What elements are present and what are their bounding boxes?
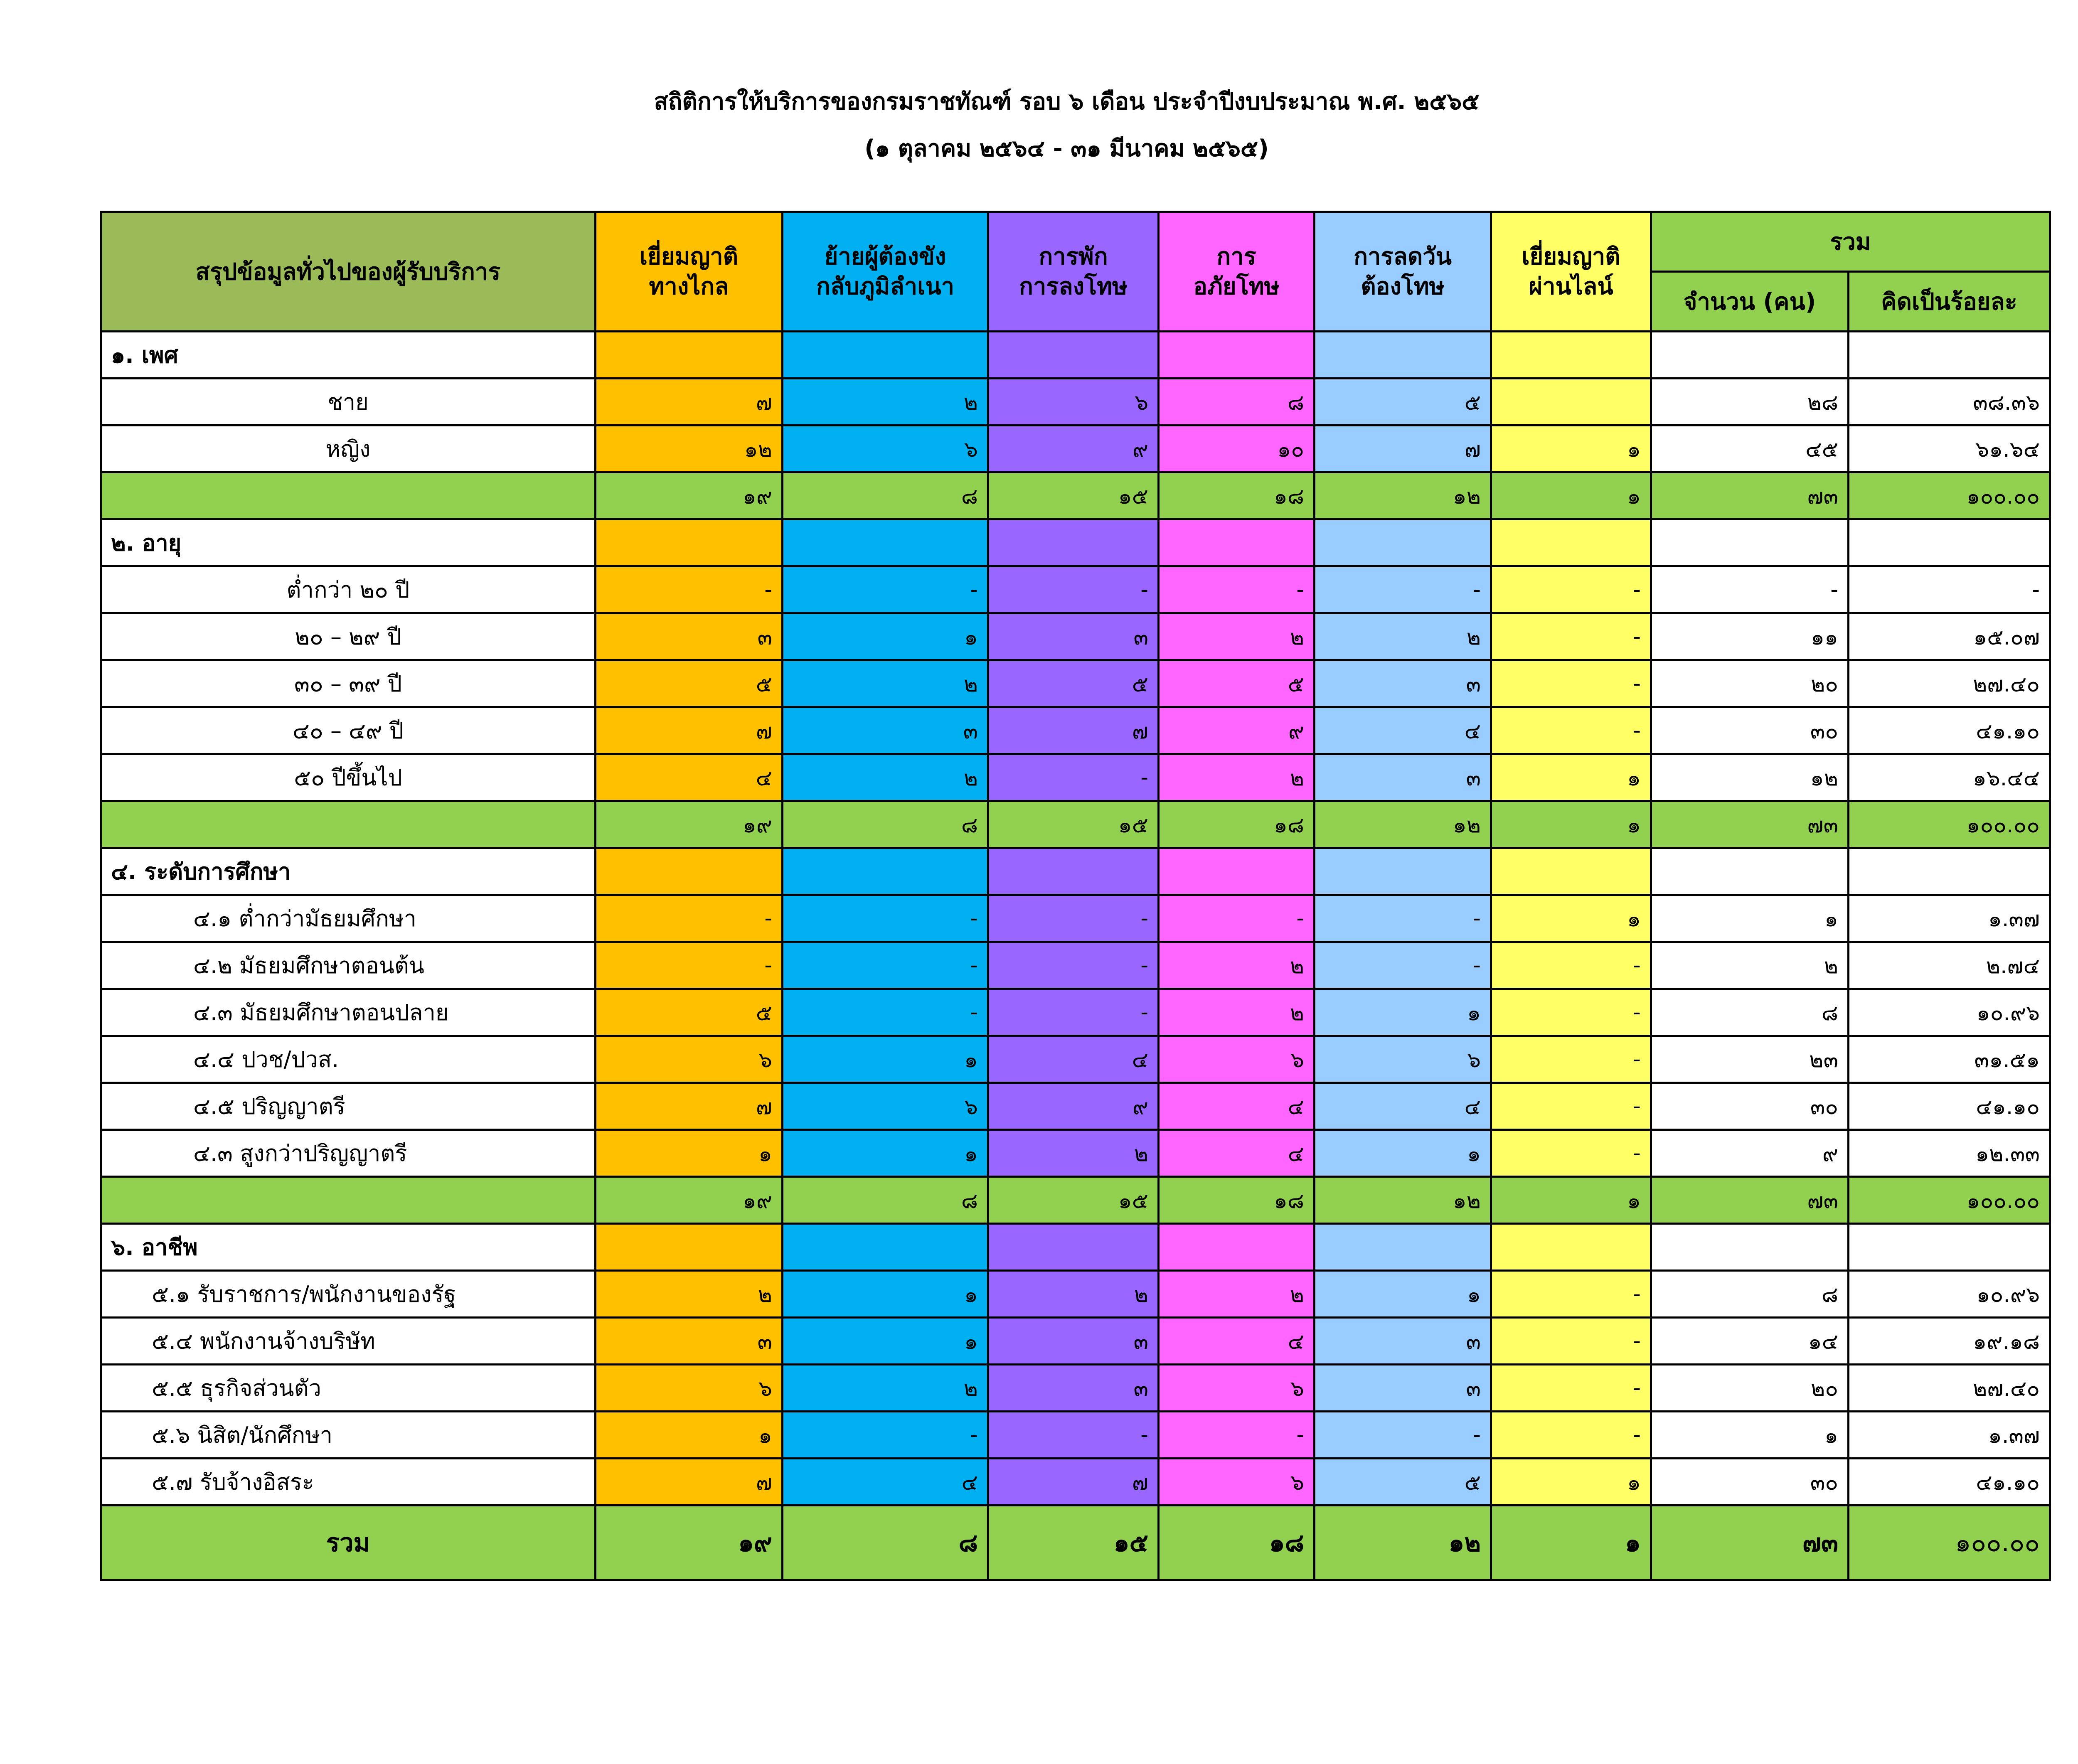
cell-line-visit: ๑ (1491, 426, 1651, 472)
row-label: ๕.๔ พนักงานจ้างบริษัท (101, 1318, 596, 1365)
cell-total-count: ๒๐ (1651, 660, 1849, 707)
cell-reduce: ๓ (1315, 1365, 1491, 1412)
section-title: ๖. อาชีพ (101, 1224, 596, 1271)
header-suspend (988, 212, 1159, 332)
empty-cell-total-percent (1849, 1224, 2050, 1271)
cell-line-visit: ๑ (1491, 1459, 1651, 1506)
subtotal-label-empty (101, 801, 596, 848)
cell-total-percent: ๒๗.๔๐ (1849, 660, 2050, 707)
row-label: หญิง (101, 426, 596, 472)
cell-transfer: ๑ (783, 1036, 988, 1083)
empty-cell-suspend (988, 848, 1159, 895)
cell-transfer: ๖ (783, 1083, 988, 1130)
cell-transfer: - (783, 989, 988, 1036)
row-label: ๒๐ – ๒๙ ปี (101, 613, 596, 660)
cell-suspend: ๗ (988, 1459, 1159, 1506)
cell-pardon: ๕ (1159, 660, 1315, 707)
row-label: ๕๐ ปีขึ้นไป (101, 754, 596, 801)
table-row (101, 566, 2050, 613)
cell-line-visit: - (1491, 942, 1651, 989)
empty-cell-suspend (988, 519, 1159, 566)
row-label: ๔.๓ มัธยมศึกษาตอนปลาย (101, 989, 596, 1036)
subtotal-row (101, 472, 2050, 519)
cell-line-visit: - (1491, 989, 1651, 1036)
cell-transfer: ๑ (783, 1130, 988, 1177)
cell-total-percent: ๑๐.๙๖ (1849, 989, 2050, 1036)
header-reduce-l1: การลดวัน (1354, 243, 1452, 270)
cell-total-percent: ๔๑.๑๐ (1849, 1083, 2050, 1130)
cell-suspend: - (988, 566, 1159, 613)
table-row (101, 1130, 2050, 1177)
row-label: ๔๐ – ๔๙ ปี (101, 707, 596, 754)
empty-cell-line-visit (1491, 848, 1651, 895)
cell-suspend: ๖ (988, 379, 1159, 426)
cell-reduce: ๕ (1315, 1459, 1491, 1506)
cell-suspend: ๓ (988, 1318, 1159, 1365)
empty-cell-line-visit (1491, 1224, 1651, 1271)
cell-total-percent: ๓๘.๓๖ (1849, 379, 2050, 426)
table-row (101, 1459, 2050, 1506)
empty-cell-remote-visit (596, 848, 783, 895)
subtotal-label-empty (101, 472, 596, 519)
cell-total-count: ๒๐ (1651, 1365, 1849, 1412)
cell-total-count: ๒๓ (1651, 1036, 1849, 1083)
table-row (101, 895, 2050, 942)
cell-total-count: ๓๐ (1651, 707, 1849, 754)
cell-reduce: ๓ (1315, 660, 1491, 707)
subtotal-total-percent: ๑๐๐.๐๐ (1849, 1177, 2050, 1224)
cell-pardon: ๔ (1159, 1130, 1315, 1177)
cell-remote-visit: ๖ (596, 1036, 783, 1083)
grand-total-total-percent: ๑๐๐.๐๐ (1849, 1506, 2050, 1580)
grand-total-suspend: ๑๕ (988, 1506, 1159, 1580)
empty-cell-pardon (1159, 1224, 1315, 1271)
section-header-row (101, 332, 2050, 379)
section-header-row (101, 1224, 2050, 1271)
cell-line-visit: - (1491, 1130, 1651, 1177)
section-header-row (101, 848, 2050, 895)
empty-cell-total-count (1651, 332, 1849, 379)
cell-reduce: ๑ (1315, 1271, 1491, 1318)
empty-cell-total-percent (1849, 332, 2050, 379)
empty-cell-remote-visit (596, 519, 783, 566)
cell-transfer: ๓ (783, 707, 988, 754)
cell-remote-visit: ๑ (596, 1412, 783, 1459)
header-reduce-l2: ต้องโทษ (1361, 273, 1445, 300)
cell-suspend: ๒ (988, 1130, 1159, 1177)
cell-line-visit: - (1491, 1271, 1651, 1318)
cell-total-count: ๒๘ (1651, 379, 1849, 426)
header-line-visit-l1: เยี่ยมญาติ (1522, 243, 1620, 270)
cell-total-percent: ๑๙.๑๘ (1849, 1318, 2050, 1365)
cell-total-percent: ๓๑.๕๑ (1849, 1036, 2050, 1083)
cell-reduce: ๓ (1315, 1318, 1491, 1365)
cell-transfer: ๒ (783, 1365, 988, 1412)
cell-suspend: ๗ (988, 707, 1159, 754)
row-label: ๕.๖ นิสิต/นักศึกษา (101, 1412, 596, 1459)
cell-remote-visit: ๔ (596, 754, 783, 801)
cell-reduce: - (1315, 1412, 1491, 1459)
page-subtitle: (๑ ตุลาคม ๒๕๖๔ - ๓๑ มีนาคม ๒๕๖๕) (864, 135, 1269, 162)
subtotal-total-percent: ๑๐๐.๐๐ (1849, 472, 2050, 519)
empty-cell-line-visit (1491, 332, 1651, 379)
cell-reduce: ๕ (1315, 379, 1491, 426)
cell-total-count: ๘ (1651, 989, 1849, 1036)
cell-remote-visit: ๒ (596, 1271, 783, 1318)
table-header (101, 212, 2050, 332)
cell-pardon: - (1159, 566, 1315, 613)
cell-total-count: ๑ (1651, 895, 1849, 942)
header-remote-visit (596, 212, 783, 332)
cell-suspend: ๒ (988, 1271, 1159, 1318)
cell-reduce: ๑ (1315, 989, 1491, 1036)
cell-total-percent: ๑๐.๙๖ (1849, 1271, 2050, 1318)
cell-pardon: ๒ (1159, 613, 1315, 660)
section-header-row (101, 519, 2050, 566)
row-label: ๕.๑ รับราชการ/พนักงานของรัฐ (101, 1271, 596, 1318)
empty-cell-pardon (1159, 848, 1315, 895)
row-label: ๔.๒ มัธยมศึกษาตอนต้น (101, 942, 596, 989)
cell-total-percent: ๒๗.๔๐ (1849, 1365, 2050, 1412)
cell-pardon: ๒ (1159, 989, 1315, 1036)
cell-pardon: ๖ (1159, 1365, 1315, 1412)
empty-cell-suspend (988, 1224, 1159, 1271)
cell-total-percent: ๔๑.๑๐ (1849, 1459, 2050, 1506)
subtotal-row (101, 801, 2050, 848)
cell-transfer: ๑ (783, 613, 988, 660)
header-total: รวม (1651, 212, 2050, 272)
empty-cell-total-count (1651, 1224, 1849, 1271)
subtotal-pardon: ๑๘ (1159, 801, 1315, 848)
cell-suspend: - (988, 989, 1159, 1036)
subtotal-transfer: ๘ (783, 801, 988, 848)
cell-line-visit: - (1491, 566, 1651, 613)
empty-cell-line-visit (1491, 519, 1651, 566)
table-row (101, 1412, 2050, 1459)
header-suspend-l1: การพัก (1039, 243, 1108, 270)
empty-cell-total-count (1651, 848, 1849, 895)
subtotal-total-count: ๗๓ (1651, 801, 1849, 848)
row-label: ๕.๕ ธุรกิจส่วนตัว (101, 1365, 596, 1412)
cell-line-visit (1491, 379, 1651, 426)
empty-cell-total-percent (1849, 519, 2050, 566)
grand-total-label: รวม (101, 1506, 596, 1580)
subtotal-suspend: ๑๕ (988, 1177, 1159, 1224)
cell-line-visit: - (1491, 1036, 1651, 1083)
subtotal-total-count: ๗๓ (1651, 1177, 1849, 1224)
section-title: ๔. ระดับการศึกษา (101, 848, 596, 895)
header-label: สรุปข้อมูลทั่วไปของผู้รับบริการ (101, 212, 596, 332)
header-pardon-l2: อภัยโทษ (1193, 273, 1280, 300)
table-body (101, 332, 2050, 1580)
cell-pardon: ๘ (1159, 379, 1315, 426)
cell-transfer: - (783, 942, 988, 989)
header-transfer (783, 212, 988, 332)
subtotal-row (101, 1177, 2050, 1224)
cell-total-count: ๑๒ (1651, 754, 1849, 801)
cell-remote-visit: ๗ (596, 1083, 783, 1130)
cell-transfer: ๒ (783, 379, 988, 426)
cell-line-visit: - (1491, 707, 1651, 754)
cell-transfer: ๑ (783, 1271, 988, 1318)
empty-cell-pardon (1159, 519, 1315, 566)
cell-pardon: - (1159, 1412, 1315, 1459)
cell-suspend: - (988, 1412, 1159, 1459)
subtotal-pardon: ๑๘ (1159, 1177, 1315, 1224)
subtotal-remote-visit: ๑๙ (596, 472, 783, 519)
cell-remote-visit: ๗ (596, 379, 783, 426)
subtotal-suspend: ๑๕ (988, 472, 1159, 519)
cell-pardon: ๒ (1159, 1271, 1315, 1318)
grand-total-row (101, 1506, 2050, 1580)
empty-cell-reduce (1315, 332, 1491, 379)
cell-transfer: - (783, 1412, 988, 1459)
cell-total-count: ๓๐ (1651, 1083, 1849, 1130)
empty-cell-remote-visit (596, 1224, 783, 1271)
empty-cell-suspend (988, 332, 1159, 379)
cell-reduce: ๓ (1315, 754, 1491, 801)
cell-pardon: ๒ (1159, 754, 1315, 801)
cell-reduce: - (1315, 566, 1491, 613)
cell-reduce: ๑ (1315, 1130, 1491, 1177)
cell-total-percent: ๑๕.๐๗ (1849, 613, 2050, 660)
table-row (101, 754, 2050, 801)
row-label: ชาย (101, 379, 596, 426)
cell-pardon: ๑๐ (1159, 426, 1315, 472)
cell-total-percent: ๑๒.๓๓ (1849, 1130, 2050, 1177)
cell-total-count: ๙ (1651, 1130, 1849, 1177)
cell-suspend: ๕ (988, 660, 1159, 707)
subtotal-reduce: ๑๒ (1315, 801, 1491, 848)
subtotal-total-percent: ๑๐๐.๐๐ (1849, 801, 2050, 848)
subtotal-label-empty (101, 1177, 596, 1224)
cell-suspend: ๓ (988, 613, 1159, 660)
row-label: ๕.๗ รับจ้างอิสระ (101, 1459, 596, 1506)
cell-transfer: ๖ (783, 426, 988, 472)
cell-transfer: - (783, 895, 988, 942)
cell-line-visit: ๑ (1491, 895, 1651, 942)
cell-pardon: - (1159, 895, 1315, 942)
cell-total-percent: ๑.๓๗ (1849, 1412, 2050, 1459)
cell-total-percent: ๑.๓๗ (1849, 895, 2050, 942)
section-title: ๒. อายุ (101, 519, 596, 566)
subtotal-line-visit: ๑ (1491, 801, 1651, 848)
cell-line-visit: - (1491, 1083, 1651, 1130)
cell-total-count: - (1651, 566, 1849, 613)
cell-remote-visit: ๑๒ (596, 426, 783, 472)
cell-pardon: ๔ (1159, 1318, 1315, 1365)
row-label: ต่ำกว่า ๒๐ ปี (101, 566, 596, 613)
cell-transfer: - (783, 566, 988, 613)
page-title: สถิติการให้บริการของกรมราชทัณฑ์ รอบ ๖ เดือน ประจำปีงบประมาณ พ.ศ. ๒๕๖๕ (654, 88, 1480, 115)
header-total-percent: คิดเป็นร้อยละ (1849, 272, 2050, 332)
cell-suspend: ๙ (988, 1083, 1159, 1130)
header-pardon-l1: การ (1216, 243, 1256, 270)
table-row (101, 1083, 2050, 1130)
subtotal-reduce: ๑๒ (1315, 472, 1491, 519)
cell-remote-visit: - (596, 942, 783, 989)
cell-remote-visit: ๕ (596, 989, 783, 1036)
empty-cell-reduce (1315, 848, 1491, 895)
subtotal-pardon: ๑๘ (1159, 472, 1315, 519)
empty-cell-total-percent (1849, 848, 2050, 895)
cell-total-count: ๑๑ (1651, 613, 1849, 660)
cell-transfer: ๒ (783, 660, 988, 707)
header-line-visit (1491, 212, 1651, 332)
cell-remote-visit: ๓ (596, 613, 783, 660)
cell-line-visit: - (1491, 1412, 1651, 1459)
cell-reduce: ๖ (1315, 1036, 1491, 1083)
cell-suspend: ๙ (988, 426, 1159, 472)
row-label: ๔.๑ ต่ำกว่ามัธยมศึกษา (101, 895, 596, 942)
header-remote-visit-l1: เยี่ยมญาติ (639, 243, 739, 270)
cell-reduce: ๔ (1315, 707, 1491, 754)
cell-line-visit: - (1491, 1318, 1651, 1365)
row-label: ๔.๔ ปวช/ปวส. (101, 1036, 596, 1083)
grand-total-line-visit: ๑ (1491, 1506, 1651, 1580)
cell-total-count: ๘ (1651, 1271, 1849, 1318)
grand-total-pardon: ๑๘ (1159, 1506, 1315, 1580)
cell-total-count: ๓๐ (1651, 1459, 1849, 1506)
empty-cell-pardon (1159, 332, 1315, 379)
header-transfer-l1: ย้ายผู้ต้องขัง (824, 243, 946, 270)
row-label: ๔.๕ ปริญญาตรี (101, 1083, 596, 1130)
subtotal-transfer: ๘ (783, 1177, 988, 1224)
table-row (101, 379, 2050, 426)
cell-remote-visit: ๓ (596, 1318, 783, 1365)
cell-pardon: ๙ (1159, 707, 1315, 754)
cell-suspend: ๓ (988, 1365, 1159, 1412)
cell-pardon: ๖ (1159, 1036, 1315, 1083)
subtotal-line-visit: ๑ (1491, 1177, 1651, 1224)
header-transfer-l2: กลับภูมิลำเนา (816, 273, 955, 300)
cell-transfer: ๑ (783, 1318, 988, 1365)
cell-total-count: ๔๕ (1651, 426, 1849, 472)
cell-remote-visit: - (596, 566, 783, 613)
cell-total-percent: - (1849, 566, 2050, 613)
cell-remote-visit: ๗ (596, 1459, 783, 1506)
cell-total-count: ๑ (1651, 1412, 1849, 1459)
grand-total-remote-visit: ๑๙ (596, 1506, 783, 1580)
cell-suspend: - (988, 942, 1159, 989)
cell-remote-visit: ๖ (596, 1365, 783, 1412)
cell-line-visit: - (1491, 660, 1651, 707)
table-row (101, 660, 2050, 707)
grand-total-transfer: ๘ (783, 1506, 988, 1580)
cell-remote-visit: ๑ (596, 1130, 783, 1177)
empty-cell-reduce (1315, 519, 1491, 566)
cell-total-percent: ๖๑.๖๔ (1849, 426, 2050, 472)
cell-line-visit: - (1491, 613, 1651, 660)
header-total-count: จำนวน (คน) (1651, 272, 1849, 332)
cell-suspend: - (988, 754, 1159, 801)
table-row (101, 613, 2050, 660)
table-row (101, 426, 2050, 472)
empty-cell-total-count (1651, 519, 1849, 566)
cell-reduce: ๒ (1315, 613, 1491, 660)
header-remote-visit-l2: ทางไกล (649, 273, 729, 300)
statistics-table (100, 211, 2051, 1581)
subtotal-total-count: ๗๓ (1651, 472, 1849, 519)
table-row (101, 1365, 2050, 1412)
empty-cell-transfer (783, 848, 988, 895)
header-suspend-l2: การลงโทษ (1019, 273, 1128, 300)
table-row (101, 942, 2050, 989)
subtotal-line-visit: ๑ (1491, 472, 1651, 519)
cell-transfer: ๔ (783, 1459, 988, 1506)
cell-suspend: ๔ (988, 1036, 1159, 1083)
cell-reduce: ๗ (1315, 426, 1491, 472)
table-row (101, 707, 2050, 754)
cell-pardon: ๔ (1159, 1083, 1315, 1130)
grand-total-reduce: ๑๒ (1315, 1506, 1491, 1580)
empty-cell-transfer (783, 332, 988, 379)
cell-total-count: ๒ (1651, 942, 1849, 989)
table-row (101, 1271, 2050, 1318)
empty-cell-transfer (783, 519, 988, 566)
cell-total-percent: ๒.๗๔ (1849, 942, 2050, 989)
header-reduce (1315, 212, 1491, 332)
row-label: ๔.๓ สูงกว่าปริญญาตรี (101, 1130, 596, 1177)
grand-total-total-count: ๗๓ (1651, 1506, 1849, 1580)
subtotal-transfer: ๘ (783, 472, 988, 519)
empty-cell-transfer (783, 1224, 988, 1271)
cell-reduce: ๔ (1315, 1083, 1491, 1130)
cell-suspend: - (988, 895, 1159, 942)
header-pardon (1159, 212, 1315, 332)
cell-reduce: - (1315, 942, 1491, 989)
cell-total-count: ๑๔ (1651, 1318, 1849, 1365)
cell-pardon: ๒ (1159, 942, 1315, 989)
cell-total-percent: ๑๖.๔๔ (1849, 754, 2050, 801)
cell-remote-visit: ๗ (596, 707, 783, 754)
subtotal-suspend: ๑๕ (988, 801, 1159, 848)
cell-line-visit: ๑ (1491, 754, 1651, 801)
cell-line-visit: - (1491, 1365, 1651, 1412)
subtotal-remote-visit: ๑๙ (596, 801, 783, 848)
section-title: ๑. เพศ (101, 332, 596, 379)
subtotal-remote-visit: ๑๙ (596, 1177, 783, 1224)
header-line-visit-l2: ผ่านไลน์ (1529, 273, 1613, 300)
cell-pardon: ๖ (1159, 1459, 1315, 1506)
cell-remote-visit: ๕ (596, 660, 783, 707)
table-row (101, 1036, 2050, 1083)
cell-total-percent: ๔๑.๑๐ (1849, 707, 2050, 754)
cell-transfer: ๒ (783, 754, 988, 801)
empty-cell-remote-visit (596, 332, 783, 379)
table-row (101, 1318, 2050, 1365)
row-label: ๓๐ – ๓๙ ปี (101, 660, 596, 707)
table-row (101, 989, 2050, 1036)
empty-cell-reduce (1315, 1224, 1491, 1271)
cell-remote-visit: - (596, 895, 783, 942)
subtotal-reduce: ๑๒ (1315, 1177, 1491, 1224)
cell-reduce: - (1315, 895, 1491, 942)
